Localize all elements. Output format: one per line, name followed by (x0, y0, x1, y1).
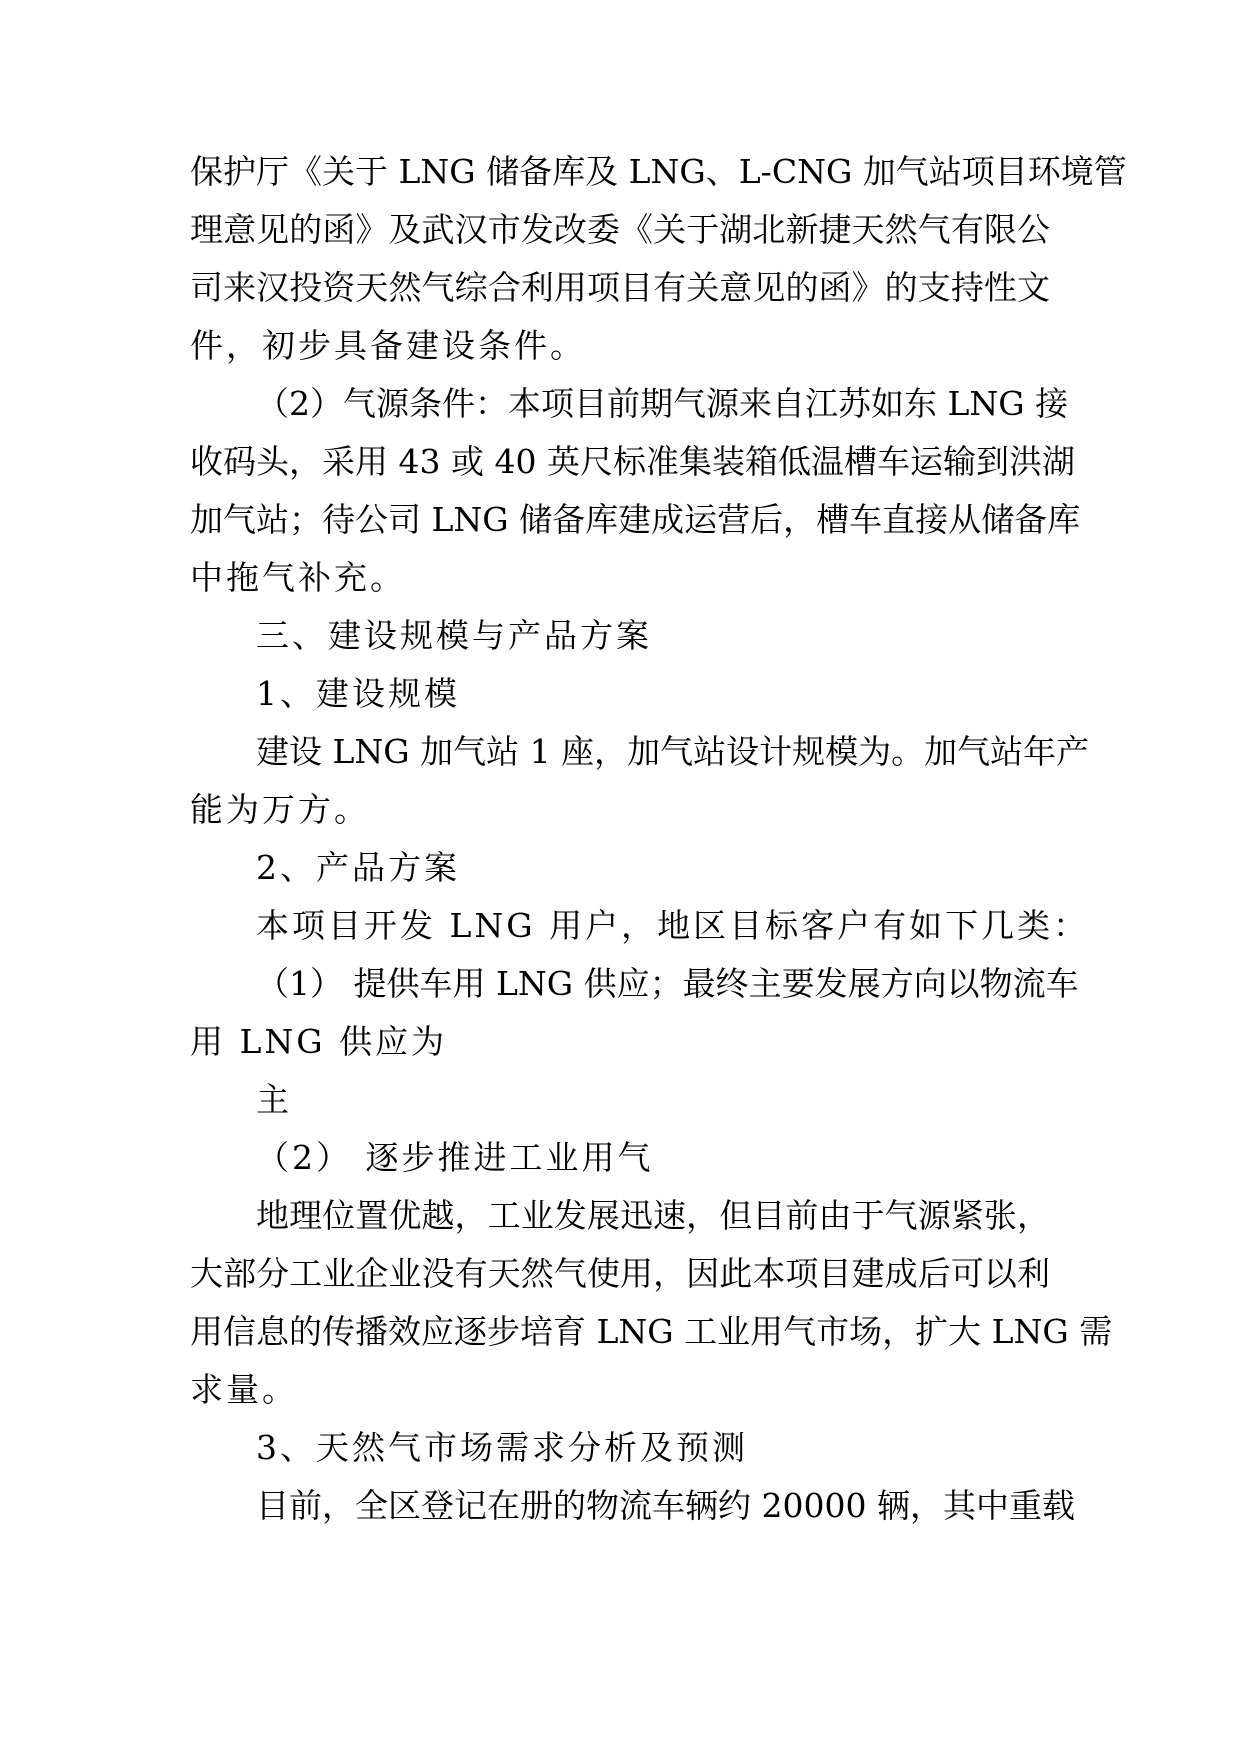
text-line: 收码头，采用 43 或 40 英尺标准集装箱低温槽车运输到洪湖 (190, 442, 1075, 481)
text-line: 目前，全区登记在册的物流车辆约 20000 辆，其中重载 (256, 1486, 1075, 1525)
section-heading: 三、建设规模与产品方案 (256, 616, 652, 655)
subsection-heading: 1、建设规模 (256, 674, 460, 713)
text-line: 司来汉投资天然气综合利用项目有关意见的函》的支持性文 (190, 268, 1050, 307)
text-line: （1） 提供车用 LNG 供应；最终主要发展方向以物流车 (256, 964, 1079, 1003)
list-item: （2） 逐步推进工业用气 (256, 1138, 654, 1177)
text-line: 用信息的传播效应逐步培育 LNG 工业用气市场，扩大 LNG 需 (190, 1312, 1113, 1351)
text-line: （2）气源条件：本项目前期气源来自江苏如东 LNG 接 (256, 384, 1069, 423)
text-line: 建设 LNG 加气站 1 座，加气站设计规模为。加气站年产 (256, 732, 1090, 771)
text-line: 主 (256, 1080, 292, 1119)
text-line: 用 LNG 供应为 (190, 1022, 448, 1061)
text-line: 大部分工业企业没有天然气使用，因此本项目建成后可以利 (190, 1254, 1050, 1293)
text-line: 求量。 (190, 1370, 298, 1409)
subsection-heading: 2、产品方案 (256, 848, 460, 887)
text-line: 能为万方。 (190, 790, 370, 829)
subsection-heading: 3、天然气市场需求分析及预测 (256, 1428, 748, 1467)
text-line: 件，初步具备建设条件。 (190, 326, 586, 365)
text-line: 理意见的函》及武汉市发改委《关于湖北新捷天然气有限公 (190, 210, 1050, 249)
text-line: 中拖气补充。 (190, 558, 406, 597)
text-line: 本项目开发 LNG 用户，地区目标客户有如下几类： (256, 906, 1090, 945)
text-line: 保护厅《关于 LNG 储备库及 LNG、L-CNG 加气站项目环境管 (190, 152, 1127, 191)
text-line: 地理位置优越，工业发展迅速，但目前由于气源紧张， (256, 1196, 1050, 1235)
text-line: 加气站；待公司 LNG 储备库建成运营后，槽车直接从储备库 (190, 500, 1081, 539)
